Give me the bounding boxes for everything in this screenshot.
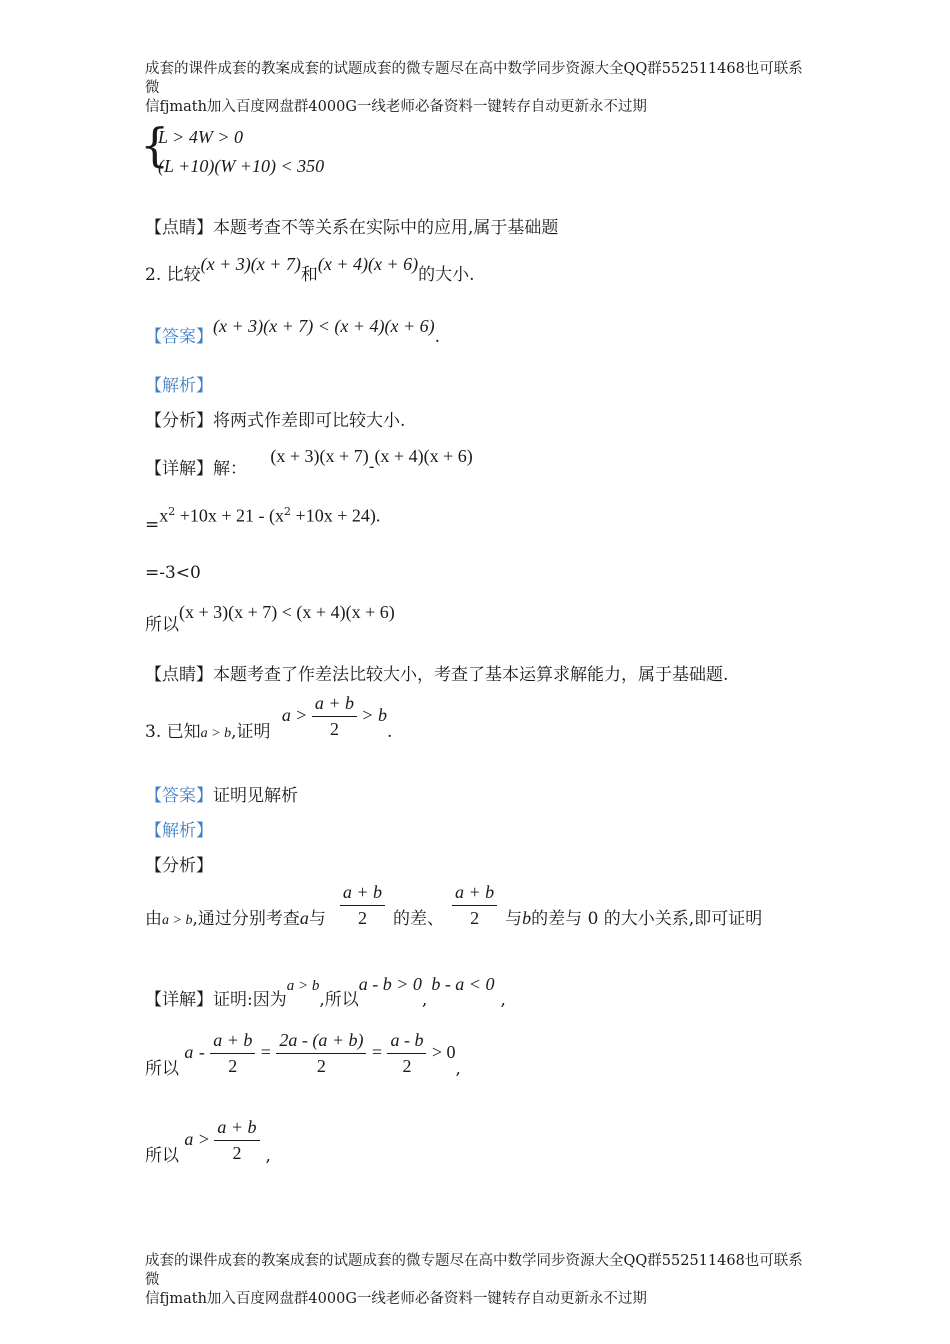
q3-a: a [281,705,291,725]
q3-gt-1: > [296,705,307,725]
system-row-2: (L +10)(W +10) < 350 [158,156,325,176]
q3-final [145,1117,271,1166]
q3-step-frac-1 [210,1030,255,1077]
q3-step-frac-2-num: 2a - (a + b) [276,1030,366,1054]
header-line-2: 信fjmath加入百度网盘群4000G一线老师必备资料一键转存自动更新永不过期 [145,99,647,115]
q3-line-frac-2-den: 2 [470,908,480,928]
q3-step-frac-3 [387,1030,426,1077]
q3-line-frac-2 [452,882,497,929]
q3-ineq-1: a - b > 0 [358,974,422,994]
q3-ineq-2: b - a < 0 [431,974,495,994]
q3-final-so: 所以 [145,1146,179,1166]
q3-step-frac-3-den: 2 [402,1056,412,1076]
q3-comma-2: , [500,990,506,1010]
q3-final-comma: , [265,1146,271,1166]
q2-step-1 [145,505,381,535]
q2-tail: 的大小. [418,265,475,285]
q2-answer-expr: (x + 3)(x + 7) < (x + 4)(x + 6) [213,316,435,336]
q3-step-a: a [184,1042,194,1062]
q2-analysis: 【分析】将两式作差即可比较大小. [145,411,406,431]
q3-line-frac-1-num: a + b [340,882,385,906]
q1-comment: 【点睛】本题考查不等关系在实际中的应用,属于基础题 [145,218,559,238]
page-footer [145,1252,815,1309]
q3-step-gt0: > 0 [431,1042,456,1062]
q3-line-yu2: 与 [505,909,523,929]
q3-frac-den: 2 [329,719,339,739]
q2-so: 所以 [145,615,179,635]
q3-line-frac-1-den: 2 [357,908,367,928]
left-brace: { [140,118,170,172]
q3-final-frac-den: 2 [232,1143,242,1163]
q2-number: 2. 比较 [145,265,201,285]
q2-detail [145,442,473,479]
q2-step1-b: +10x + 21 - (x [175,505,285,526]
q3-step [145,1030,461,1079]
q2-answer-label: 【答案】 [145,327,213,347]
q2-step1-c: +10x + 24). [291,505,381,526]
q2-expr-a: (x + 3)(x + 7) [200,254,301,274]
q3-line-cond: a > b [162,913,193,928]
q2-so-expr: (x + 3)(x + 7) < (x + 4)(x + 6) [179,602,395,622]
q3-final-gt: > [198,1129,209,1149]
q3-line-yu: 与 [308,909,326,929]
header-line-1: 成套的课件成套的教案成套的试题成套的微专题尽在高中数学同步资源大全QQ群552511468也可联系微 [145,61,803,96]
q3-line-mid: ,通过分别考查 [192,909,300,929]
q3-step-eq-2: = [371,1042,383,1062]
q2-detail-expr-a: (x + 3)(x + 7) [270,446,369,466]
q3-final-frac-num: a + b [214,1117,259,1141]
q3-line-frac-2-num: a + b [452,882,497,906]
q3-number: 3. 已知 [145,722,201,742]
q3-fraction [312,693,357,740]
q3-line-frac-1 [340,882,385,929]
q3-final-frac [214,1117,259,1164]
q2-comment: 【点睛】本题考查了作差法比较大小，考查了基本运算求解能力，属于基础题. [145,665,729,685]
q3-answer-text: 证明见解析 [213,786,298,806]
q3-answer-label: 【答案】 [145,786,213,806]
q3-step-eq-1: = [260,1042,271,1062]
q3-b: b [377,705,387,725]
q3-analysis-line [145,882,762,929]
q2-stem [145,250,475,285]
footer-line-2: 信fjmath加入百度网盘群4000G一线老师必备资料一键转存自动更新永不过期 [145,1291,647,1307]
q2-step1-sq-2: 2 [284,505,292,518]
q2-step1-eq: = [145,514,160,535]
q2-detail-minus: - [368,457,375,477]
q3-line-you: 由 [145,909,162,929]
q3-line-end: 的差与 0 的大小关系,即可证明 [531,909,763,929]
q2-detail-label: 【详解】解： [145,459,247,479]
q3-step-frac-2-den: 2 [316,1056,326,1076]
q3-cond: a > b [200,726,232,741]
q3-analysis-label: 【解析】 [145,821,213,841]
q3-comma-1: , [421,990,428,1010]
q3-step-so: 所以 [145,1059,179,1079]
q2-conclusion [145,598,395,635]
q3-step-frac-1-den: 2 [228,1056,238,1076]
q3-step-frac-1-num: a + b [210,1030,255,1054]
q3-detail-cond: a > b [286,978,320,994]
q3-final-a: a [184,1129,194,1149]
footer-line-1: 成套的课件成套的教案成套的试题成套的微专题尽在高中数学同步资源大全QQ群552511468也可联系微 [145,1253,803,1288]
page-header [145,60,815,117]
q2-expr-b: (x + 4)(x + 6) [317,254,419,274]
q2-step-2: =-3<0 [145,563,201,583]
q3-step-minus: - [198,1042,205,1062]
q3-gt-2: > [362,705,373,725]
q2-detail-expr-b: (x + 4)(x + 6) [374,446,473,466]
q3-prove: ,证明 [231,722,271,742]
q3-analysis: 【分析】 [145,856,213,876]
system-row-1: L > 4W > 0 [158,127,243,147]
q3-frac-num: a + b [312,693,357,717]
q3-line-cha: 的差、 [393,909,445,929]
q3-step-frac-3-num: a - b [387,1030,426,1054]
q3-line-a: a [299,908,309,928]
q3-detail-label: 【详解】证明:因为 [145,990,287,1010]
q3-detail [145,970,506,1010]
q3-line-b: b [522,908,532,928]
q3-stem [145,693,392,742]
q3-answer [145,781,298,806]
q3-step-comma: , [455,1059,461,1079]
q2-answer [145,312,441,347]
q2-step1-a: x [159,505,169,526]
q2-and: 和 [300,265,318,285]
q2-step1-sq-1: 2 [168,505,176,518]
q3-step-frac-2 [276,1030,366,1077]
q3-detail-so: ,所以 [319,990,359,1010]
q2-analysis-label: 【解析】 [145,376,213,396]
q2-answer-dot: . [434,327,441,347]
q3-dot: . [386,722,393,742]
